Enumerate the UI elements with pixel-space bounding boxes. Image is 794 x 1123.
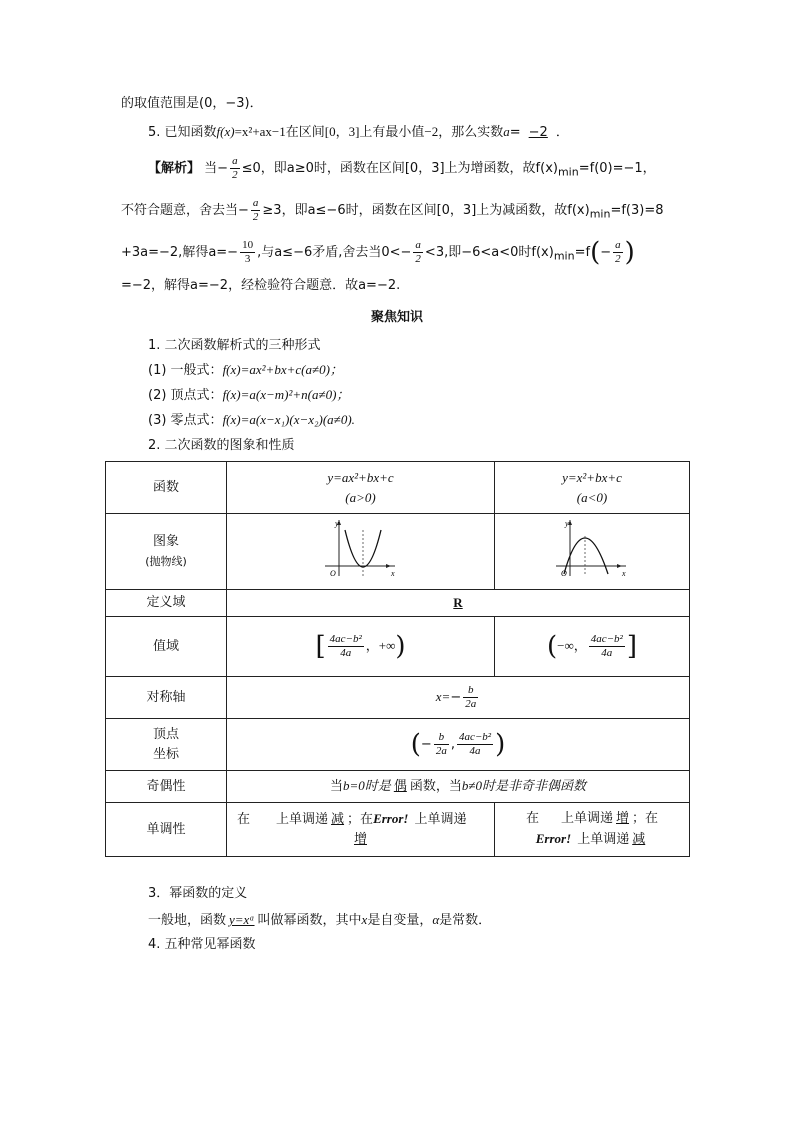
domain-value-cell [227,590,690,617]
answer-blank: 增 [616,811,630,826]
power-definition [148,911,491,930]
text: 在 [525,811,539,826]
text: 图象 [152,533,179,549]
text: min [553,249,575,263]
text: 4a [340,647,352,659]
paren-left: ( [410,729,421,760]
error-text: Error! [535,831,572,846]
fraction [434,731,449,758]
text: 当− [204,161,229,176]
parabola-down-graph [495,514,690,590]
solution-line-3: +3a=−2,解得a=− $\frac{10}{3}$ ,与a≤−6矛盾,舍去当0<− $\frac{a}{2}$ <3,即−6<a<0时$f(x)_{min}=f(-$ $\frac{a}{2}$ ) [121,237,635,268]
parabola-up-icon [321,516,401,580]
answer-blank: 偶 [393,779,407,794]
text: 4ac−b² [329,633,362,645]
text: α [432,912,440,927]
power-item-4: 4. 五种常见幂函数 [148,937,256,952]
paren-left: ( [590,237,601,268]
text: b [463,684,478,698]
question-5 [148,123,569,142]
row-label: 函数 [106,462,227,514]
text: <3,即−6<a<0时f(x) [424,245,554,260]
text: ≤0，即a≥0时，函数在区间[0，3]上为增函数，故f(x) [241,161,558,176]
vertex-cell: (− $\frac{b}{2a}$ , $\frac{\text{4ac−b²}}{4a}$ ) [227,719,690,771]
row-label: 奇偶性 [106,771,227,803]
paren-right: ) [624,237,635,268]
answer-blank: 增 [353,832,367,847]
text: 4ac−b² [590,633,623,645]
text: 上单调递 [414,812,467,827]
text: 当 [330,779,344,794]
text: =x²+ax−1在区间[0，3]上有最小值−2，那么实数 [234,124,504,139]
text: b≠0时是非奇非偶函数 [461,778,586,793]
form-general [148,361,343,380]
form-vertex [148,386,349,405]
text: 不符合题意，舍去当− [121,203,249,218]
paren-left: ( [546,631,558,662]
table-row [106,617,690,677]
fraction [613,239,623,266]
text: 是常数． [439,913,492,928]
text: 2 [615,253,621,265]
x-label: x [390,569,395,578]
origin-label: O [329,569,336,578]
text: =f(3)=8 [610,203,664,218]
section-title: 聚焦知识 [370,310,423,325]
fraction [589,633,625,660]
text: a [615,239,621,251]
text: min [557,165,579,179]
text: 函数，当 [409,779,462,794]
table-row [106,803,690,857]
answer-blank: −2 [528,125,548,140]
answer-blank: 减 [632,832,646,847]
text: ；在 [632,811,659,826]
text: (3) 零点式： [148,413,223,428]
text: x= [435,689,451,704]
solution-line-2 [121,197,664,224]
text: 坐标 [152,746,179,762]
text: (2) 顶点式： [148,388,223,403]
parabola-up-graph [227,514,495,590]
text: (a>0) [345,489,376,505]
quadratic-properties-table [105,461,690,857]
error-text: Error! [373,811,409,826]
text: f(x)=ax²+bx+c(a≠0)； [222,362,343,377]
text: a [503,124,510,139]
parabola-curve [564,538,608,574]
row-label: 值域 [106,617,227,677]
knowledge-item-2: 2. 二次函数的图象和性质 [148,438,295,453]
text: ． [555,125,569,140]
text: −∞， [557,638,587,653]
text: =−2，解得a=−2，经检验符合题意．故a=−2. [121,278,401,293]
fraction [240,239,255,266]
text: a [232,155,238,167]
text: 上单调递 [560,811,613,826]
y-label: y [565,519,569,528]
text: = [509,125,521,140]
text: 2a [435,745,447,757]
fraction [413,239,423,266]
range-cell-1 [227,617,495,677]
text: y=ax²+bx+c [327,469,394,485]
text: 上单调递 [577,832,630,847]
row-label: 单调性 [106,803,227,857]
text: ≥3，即a≤−6时，函数在区间[0，3]上为减函数，故f(x) [262,203,590,218]
fraction [328,633,364,660]
row-label [106,719,227,771]
origin-label: O [561,569,567,578]
paren-right: ) [395,631,406,662]
form-zero [148,411,355,430]
table-row [106,771,690,803]
text: f(x)=a(x−x₁)(x−x₂)(a≠0). [222,412,355,427]
text: 叫做幂函数，其中 [257,913,362,928]
text: a [252,197,259,209]
text: =f(0)=−1， [578,161,656,176]
solution-line-4 [121,277,400,295]
text: − [450,690,462,705]
text: (抛物线) [145,554,187,568]
range-cell-2 [495,617,690,677]
text: a [415,239,421,251]
symmetry-axis-cell [227,677,690,719]
answer-tail-line [121,95,263,113]
text: 5. 已知函数 [148,125,217,140]
table-row [106,719,690,771]
table-row [106,514,690,590]
text: min [589,207,611,221]
text: 上单调递 [276,812,329,827]
domain-value: R [453,594,463,610]
text: 是自变量， [367,913,433,928]
text: 2 [252,211,259,223]
text: b=0时是 [343,778,391,793]
function-header-1 [227,462,495,514]
fraction [230,155,240,182]
text: 3 [244,253,251,265]
table-row [106,462,690,514]
text: 4a [601,647,613,659]
text: 4ac−b² [458,731,492,743]
fraction [463,684,478,711]
answer-blank: 减 [331,812,345,827]
text: b [434,731,449,745]
row-label: 定义域 [106,590,227,617]
text: 2 [232,169,238,181]
paren-right: ) [495,729,506,760]
text: 一般地，函数 [148,913,227,928]
knowledge-item-1: 1. 二次函数解析式的三种形式 [148,338,321,353]
text: 的取值范围是(0，−3)． [121,96,263,111]
fraction [251,197,261,224]
text: ,与a≤−6矛盾,舍去当0<− [257,245,412,260]
text: f(x)=a(x−m)²+n(a≠0)； [222,387,350,402]
text: ，+∞ [365,638,396,653]
text: 10 [242,239,254,251]
x-label: x [622,569,626,578]
power-item-3: 3．幂函数的定义 [148,886,248,901]
monotonicity-cell-1 [227,803,495,857]
text: x [361,912,368,927]
answer-blank: y=xᵅ [229,912,255,927]
text: ；在 [347,812,374,827]
monotonicity-cell-2 [495,803,690,857]
row-label [106,514,227,590]
solution-tag: 【解析】 [148,161,201,176]
row-label: 对称轴 [106,677,227,719]
text: 顶点 [152,726,179,742]
parabola-down-icon [552,516,632,580]
axis-arrows [337,520,391,568]
solution-line-1 [148,155,656,182]
text: (a<0) [576,489,608,505]
y-label: y [334,519,339,528]
function-header-2 [495,462,690,514]
text: 2 [415,253,421,265]
text: =f [574,245,591,260]
table-row [106,590,690,617]
bracket-left: [ [315,631,326,662]
text: 在 [237,812,251,827]
text: y=x²+bx+c [562,469,622,485]
text: 4a [469,745,481,757]
text: f(x) [216,124,235,139]
text: (1) 一般式： [148,363,223,378]
text: +3a=−2,解得a=− [121,245,239,260]
table-row [106,677,690,719]
text: 2a [465,698,477,710]
parity-cell [227,771,690,803]
bracket-right: ] [626,631,638,662]
fraction [457,731,493,758]
